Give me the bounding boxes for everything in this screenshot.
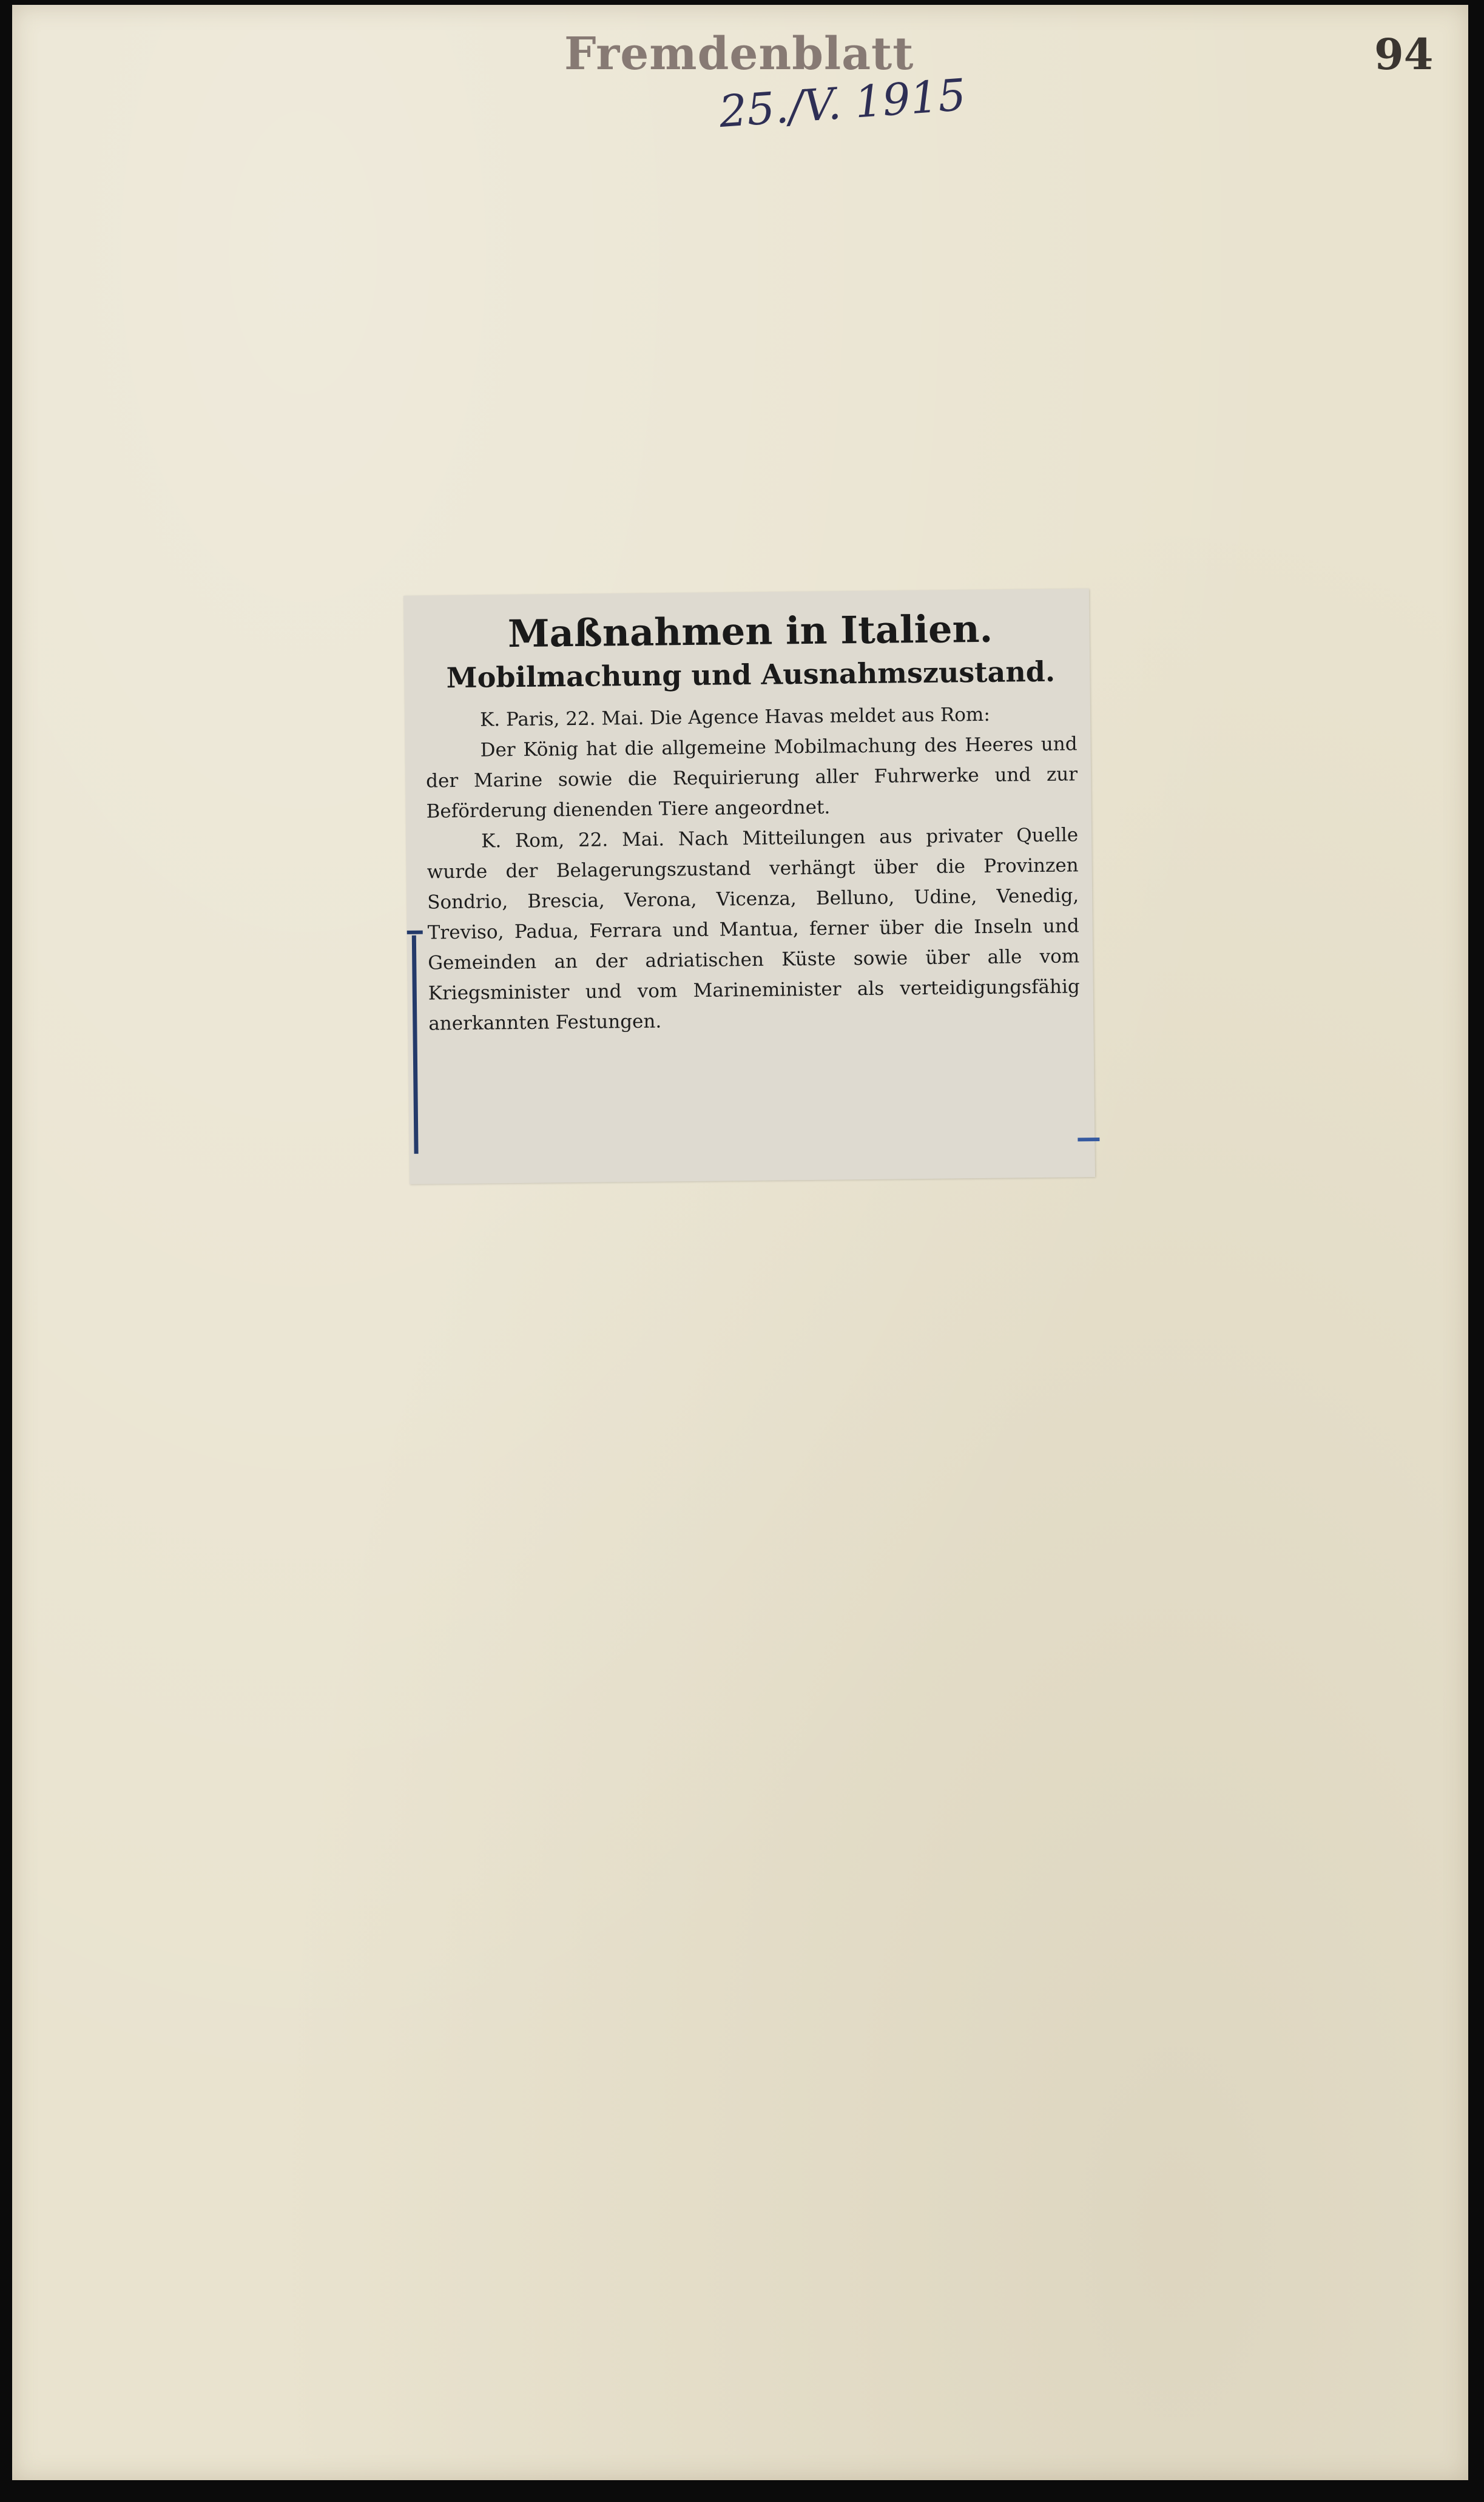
paragraph-king: Der König hat die allgemeine Mobilmachung des Heeres und der Marine sowie die Requirierung aller Fuhrwerke und zur Beförderung dienenden Tiere angeordnet. <box>425 733 1078 823</box>
page-number: 94 <box>1374 29 1434 79</box>
pencil-mark-top <box>407 931 423 934</box>
clipping-headline: Maßnahmen in Italien. <box>507 606 993 656</box>
clipping-subheadline: Mobilmachung und Ausnahmszustand. <box>446 655 1056 695</box>
paragraph-paris: K. Paris, 22. Mai. Die Agence Havas meldet aus Rom: <box>479 703 990 731</box>
handwritten-date: 25./V. 1915 <box>717 69 968 138</box>
newspaper-stamp: Fremdenblatt <box>564 28 914 80</box>
paragraph-rome: K. Rom, 22. Mai. Nach Mitteilungen aus privater Quelle wurde der Belagerungszustand verhängt über die Provinzen Sondrio, Brescia, Verona, Vicenza, Belluno, Udine, Venedig, Treviso, Padua, Ferrara und Mantua, ferner über die Inseln und Gemeinden an der adriatischen Küste sowie über alle vom Kriegsminister und vom Marineminister als verteidigungsfähig anerkannten Festungen. <box>427 824 1080 1035</box>
pencil-end-mark <box>1078 1138 1099 1141</box>
archive-sheet <box>12 5 1468 2480</box>
pencil-margin-mark <box>412 936 419 1154</box>
newspaper-clipping <box>403 588 1095 1184</box>
